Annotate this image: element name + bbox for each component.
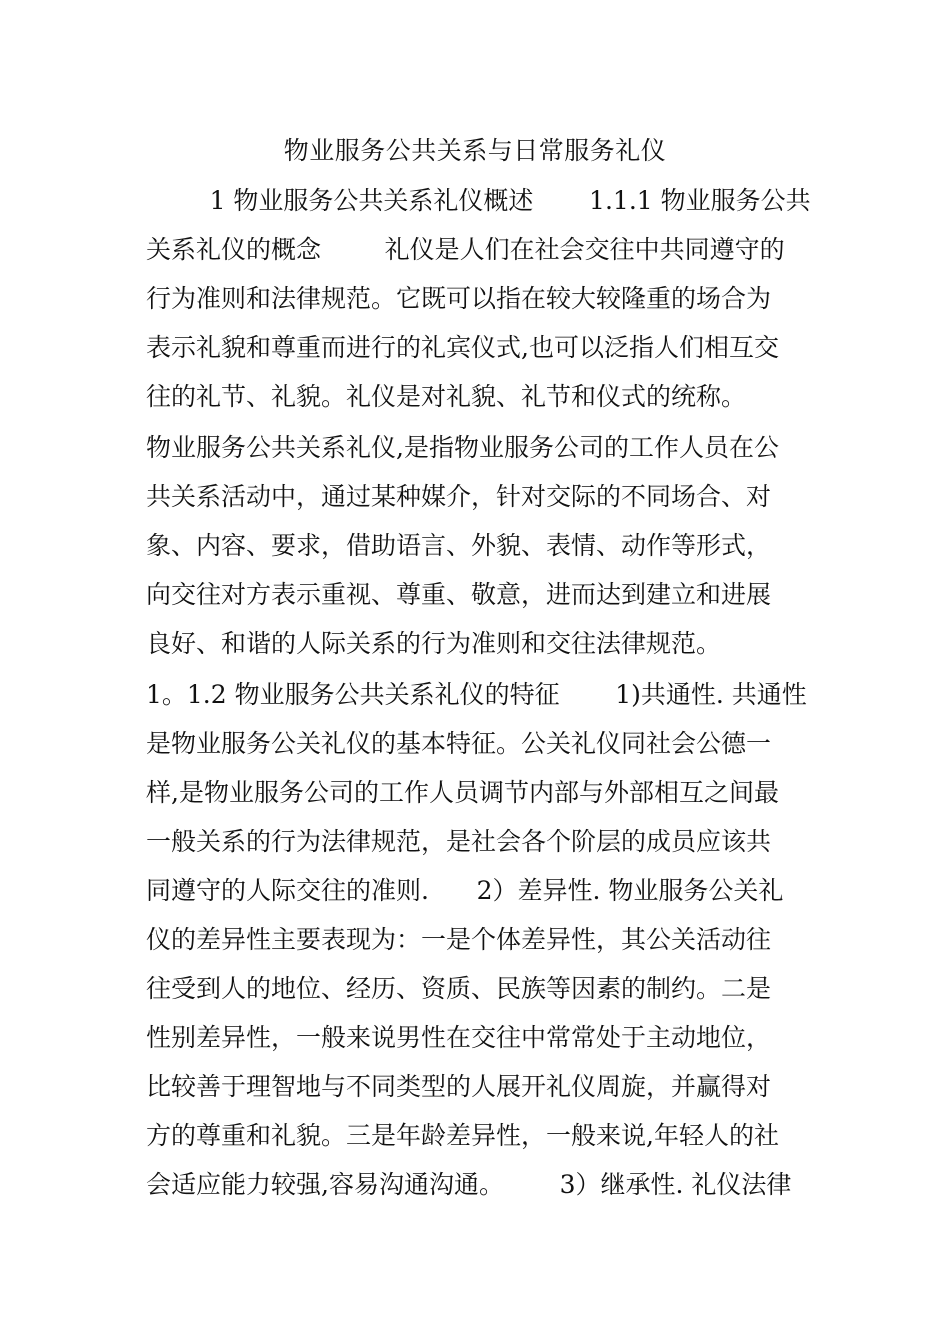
body-line: 象、内容、要求，借助语言、外貌、表情、动作等形式， [146, 531, 772, 560]
body-line: 共关系活动中，通过某种媒介，针对交际的不同场合、对 [146, 482, 772, 511]
body-line: 比较善于理智地与不同类型的人展开礼仪周旋，并赢得对 [146, 1072, 772, 1101]
body-line: 1。1.2 物业服务公共关系礼仪的特征 1)共通性. 共通性 [146, 680, 807, 709]
body-line: 1 物业服务公共关系礼仪概述 1.1.1 物业服务公共 [146, 186, 811, 215]
body-line: 行为准则和法律规范。它既可以指在较大较隆重的场合为 [146, 284, 772, 313]
body-line: 往的礼节、礼貌。礼仪是对礼貌、礼节和仪式的统称。 [146, 382, 747, 411]
document-title: 物业服务公共关系与日常服务礼仪 [283, 136, 667, 165]
body-line: 同遵守的人际交往的准则. 2）差异性. 物业服务公关礼 [146, 876, 784, 905]
body-line: 是物业服务公关礼仪的基本特征。公关礼仪同社会公德一 [146, 729, 772, 758]
body-line: 关系礼仪的概念 礼仪是人们在社会交往中共同遵守的 [146, 235, 785, 264]
body-line: 方的尊重和礼貌。三是年龄差异性，一般来说,年轻人的社 [146, 1121, 779, 1150]
body-line: 仪的差异性主要表现为：一是个体差异性，其公关活动往 [146, 925, 772, 954]
body-line: 往受到人的地位、经历、资质、民族等因素的制约。二是 [146, 974, 772, 1003]
body-line: 一般关系的行为法律规范，是社会各个阶层的成员应该共 [146, 827, 772, 856]
body-line: 向交往对方表示重视、尊重、敬意，进而达到建立和进展 [146, 580, 772, 609]
body-line: 表示礼貌和尊重而进行的礼宾仪式,也可以泛指人们相互交 [146, 333, 779, 362]
body-line: 会适应能力较强,容易沟通沟通。 3）继承性. 礼仪法律 [146, 1170, 792, 1199]
body-line: 样,是物业服务公司的工作人员调节内部与外部相互之间最 [146, 778, 779, 807]
body-line: 良好、和谐的人际关系的行为准则和交往法律规范。 [146, 629, 722, 658]
body-line: 性别差异性，一般来说男性在交往中常常处于主动地位， [146, 1023, 772, 1052]
body-line: 物业服务公共关系礼仪,是指物业服务公司的工作人员在公 [146, 433, 779, 462]
